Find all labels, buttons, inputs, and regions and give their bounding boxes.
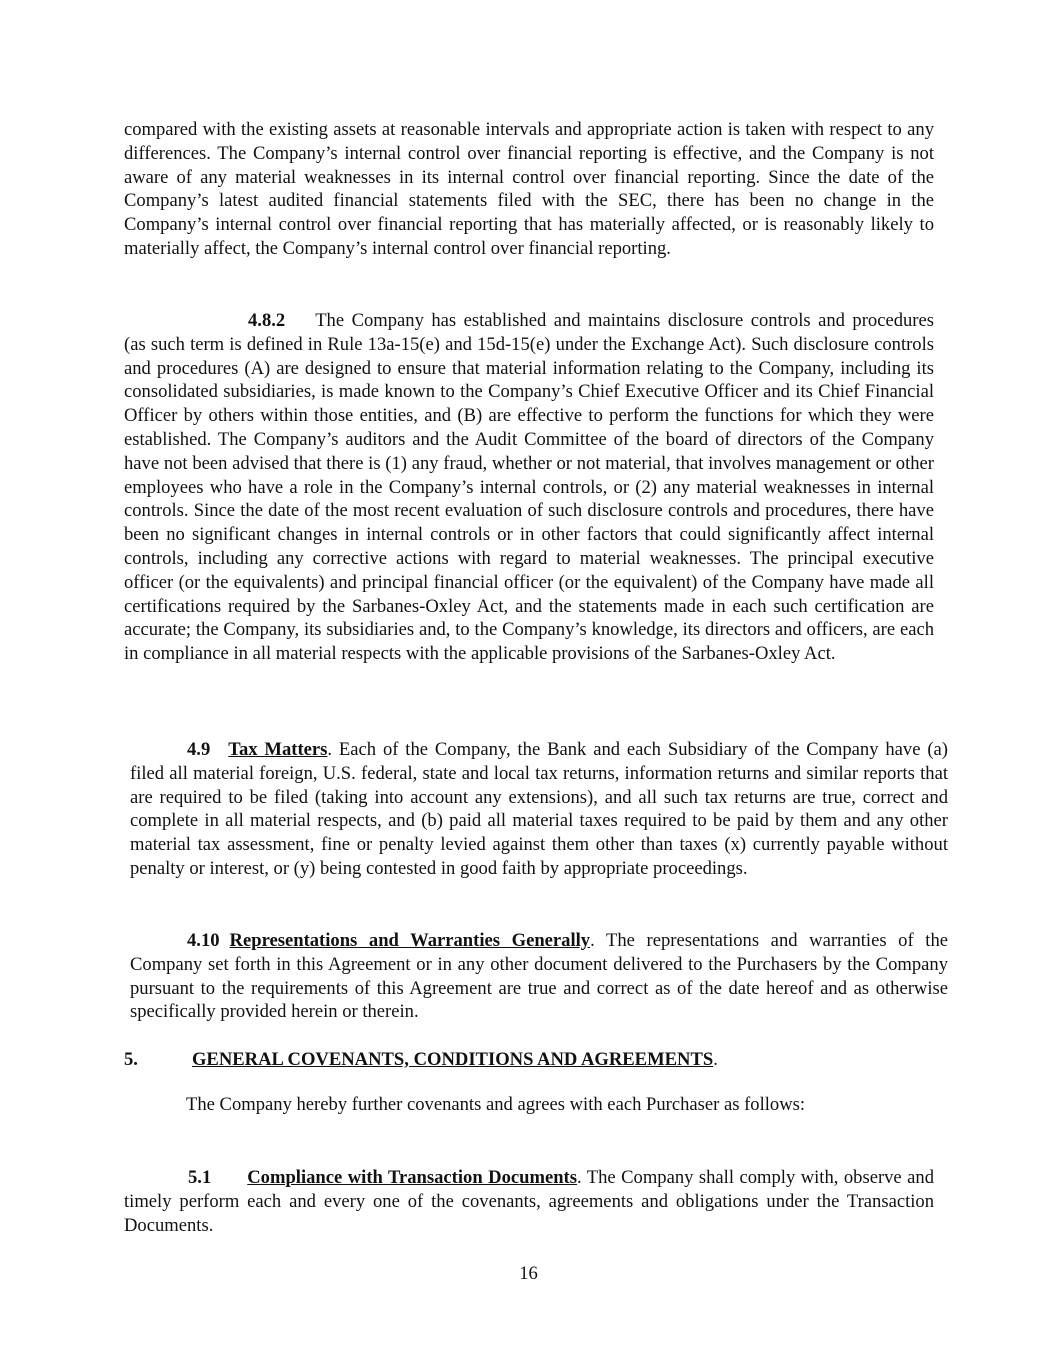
section-number: 4.9	[187, 739, 211, 760]
paragraph-4-10-representations	[130, 929, 948, 1024]
paragraph-section-5-intro	[116, 1093, 836, 1117]
section-number: 4.8.2	[248, 310, 286, 331]
paragraph-4-8-1-continuation	[124, 118, 934, 261]
section-heading: Representations and Warranties Generally	[229, 930, 591, 951]
paragraph-text: . Each of the Company, the Bank and each Subsidiary of the Company have (a) filed all material foreign, U.S. federal, state and local tax returns, information returns and similar reports that are required to be filed (taking into account any extensions), and all such tax returns are true, correct and complete in all material respects, and (b) paid all material taxes required to be paid by them and any other material tax assessment, fine or penalty levied against them other than taxes (x) currently payable without penalty or interest, or (y) being contested in good faith by appropriate proceedings.	[130, 739, 948, 879]
paragraph-text: compared with the existing assets at reasonable intervals and appropriate action is taken with respect to any differences. The Company’s internal control over financial reporting is effective, and the Company is not aware of any material weaknesses in its internal control over financial reporting. Since the date of the Company’s latest audited financial statements filed with the SEC, there has been no change in the Company’s internal control over financial reporting that has materially affected, or is reasonably likely to materially affect, the Company’s internal control over financial reporting.	[124, 119, 934, 259]
paragraph-4-8-2	[124, 309, 934, 666]
section-5-heading	[124, 1048, 944, 1072]
paragraph-text: The Company has established and maintains disclosure controls and procedures (as such term is defined in Rule 13a-15(e) and 15d-15(e) under the Exchange Act). Such disclosure controls and procedures (A) are designed to ensure that material information relating to the Company, including its consolidated subsidiaries, is made known to the Company’s Chief Executive Officer and its Chief Financial Officer by others within those entities, and (B) are effective to perform the functions for which they were established. The Company’s auditors and the Audit Committee of the board of directors of the Company have not been advised that there is (1) any fraud, whether or not material, that involves management or other employees who have a role in the Company’s internal controls, or (2) any material weaknesses in internal controls. Since the date of the most recent evaluation of such disclosure controls and procedures, there have been no significant changes in internal controls or in other factors that could significantly affect internal controls, including any corrective actions with regard to material weaknesses. The principal executive officer (or the equivalents) and principal financial officer (or the equivalent) of the Company have made all certifications required by the Sarbanes-Oxley Act, and the statements made in each such certification are accurate; the Company, its subsidiaries and, to the Company’s knowledge, its directors and officers, are each in compliance in all material respects with the applicable provisions of the Sarbanes-Oxley Act.	[124, 310, 934, 665]
section-number: 5.	[124, 1049, 138, 1070]
paragraph-text: . The representations and warranties of the Company set forth in this Agreement or in any other document delivered to the Purchasers by the Company pursuant to the requirements of this Agreement are true and correct as of the date hereof and as otherwise specifically provided herein or therein.	[130, 930, 948, 1023]
paragraph-text: . The Company shall comply with, observe and timely perform each and every one of the covenants, agreements and obligations under the Transaction Documents.	[124, 1167, 934, 1236]
section-number: 4.10	[187, 930, 220, 951]
heading-punctuation: .	[713, 1049, 718, 1070]
page-number: 16	[519, 1263, 538, 1284]
section-number: 5.1	[188, 1167, 212, 1188]
paragraph-4-9-tax-matters	[130, 738, 948, 881]
section-heading: Compliance with Transaction Documents	[247, 1167, 577, 1188]
section-heading: GENERAL COVENANTS, CONDITIONS AND AGREEMENTS	[191, 1049, 714, 1070]
paragraph-5-1-compliance	[124, 1166, 934, 1237]
section-heading: Tax Matters	[228, 739, 328, 760]
paragraph-text: The Company hereby further covenants and agrees with each Purchaser as follows:	[186, 1094, 806, 1115]
